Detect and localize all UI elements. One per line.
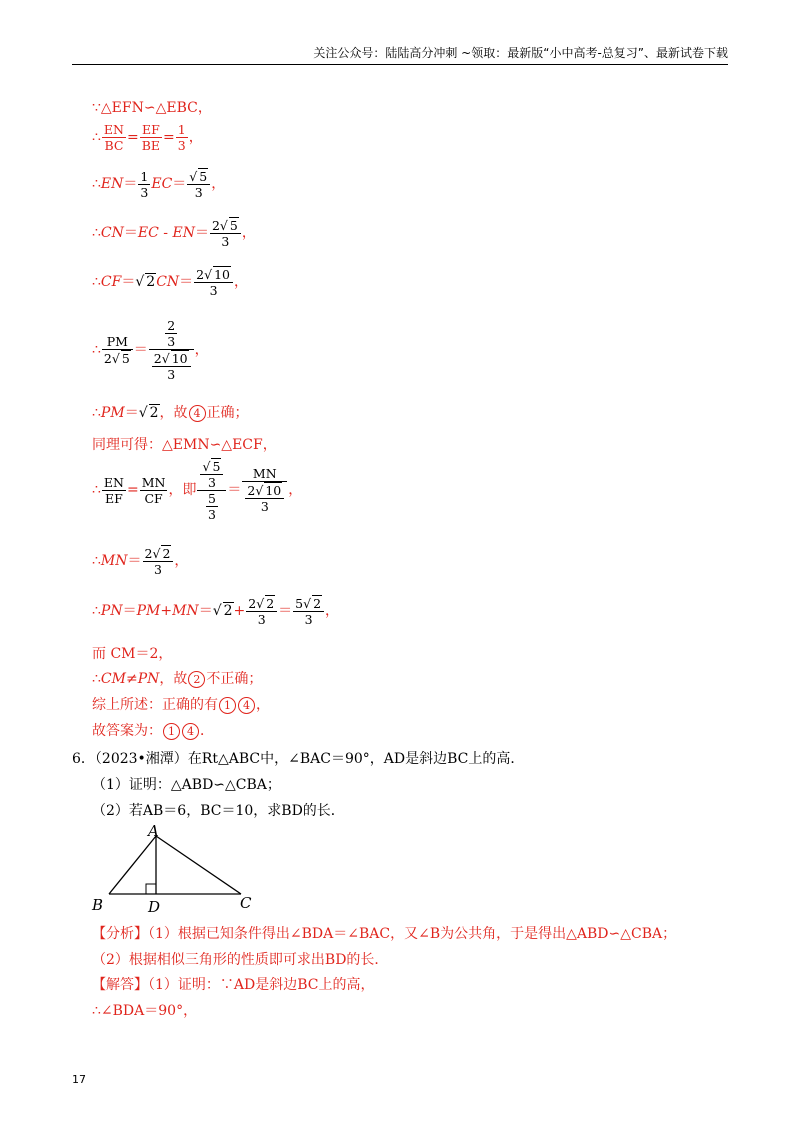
label-a: A [148, 822, 159, 840]
line-cn-value: ∴CN＝EC - EN＝ $\frac{2√ 5}{3}$ ， [92, 218, 256, 249]
analysis-1: 【分析】（1）根据已知条件得出∠BDA＝∠BAC，又∠B为公共角，于是得出△ABD∽△CBA； [92, 926, 677, 942]
line-pm-ratio: ∴ $\frac{PM}{2√ 5}$ ＝ $\frac{\frac{2}{3}}{\frac{2√ 10}{3}}$ ， [92, 318, 209, 382]
line-pn-value: ∴PN＝PM+MN＝√ 2+ $\frac{2√ 2}{3}$ ＝ $\frac{5√ 2}{3}$ ， [92, 596, 340, 627]
line-emn-similar: 同理可得：△EMN∽△ECF， [92, 437, 277, 453]
analysis-2: （2）根据相似三角形的性质即可求出BD的长． [92, 952, 389, 968]
solution-1: 【解答】（1）证明：∵AD是斜边BC上的高， [92, 977, 375, 993]
line-cm-neq-pn: ∴CM≠PN，故 2 不正确； [92, 671, 263, 687]
line-answer: 故答案为： 1 4 ． [92, 723, 214, 739]
line-summary: 综上所述：正确的有 1 4 ， [92, 697, 270, 713]
line-pm-value: ∴PM＝√ 2，故 4 正确； [92, 405, 249, 421]
line-mn-value: ∴MN＝ $\frac{2√ 2}{3}$ ， [92, 546, 189, 577]
line-cf-value: ∴CF＝√ 2CN＝ $\frac{2√ 10}{3}$ ， [92, 267, 248, 298]
side-ac [156, 836, 241, 894]
label-c: C [240, 894, 252, 912]
line-en-ef-ratio: ∴ $\frac{EN}{EF}$ = $\frac{MN}{CF}$ ，即 $\frac{\frac{√ 5}{3}}{\frac{5}{3}}$ ＝ $\frac{MN}{\frac{2√ 10}{3}}$ ， [92, 459, 303, 522]
side-ab [109, 836, 156, 894]
problem-6-stem: 6．（2023•湘潭）在Rt△ABC中，∠BAC＝90°，AD是斜边BC上的高． [72, 751, 525, 767]
line-efn-similar: ∵△EFN∽△EBC， [92, 100, 212, 116]
label-b: B [92, 896, 104, 914]
right-angle-mark [146, 884, 156, 894]
problem-6-q1: （1）证明：△ABD∽△CBA； [92, 777, 281, 793]
line-cm-value: 而 CM＝2， [92, 646, 173, 662]
page-header: 关注公众号：陆陆高分冲刺 ~领取：最新版“小中高考-总复习”、最新试卷下载 [72, 44, 728, 65]
label-d: D [148, 898, 161, 916]
solution-2: ∴∠BDA＝90°， [92, 1003, 198, 1019]
line-ratio-en-bc: ∴ $\frac{EN}{BC}$ = $\frac{EF}{BE}$ = $\frac{1}{3}$ ， [92, 122, 203, 153]
problem-6-q2: （2）若AB＝6，BC＝10，求BD的长． [92, 803, 345, 819]
page-number: 17 [72, 1073, 86, 1086]
line-en-value: ∴EN＝ $\frac{1}{3}$ EC＝ $\frac{√ 5}{3}$ ， [92, 168, 226, 200]
